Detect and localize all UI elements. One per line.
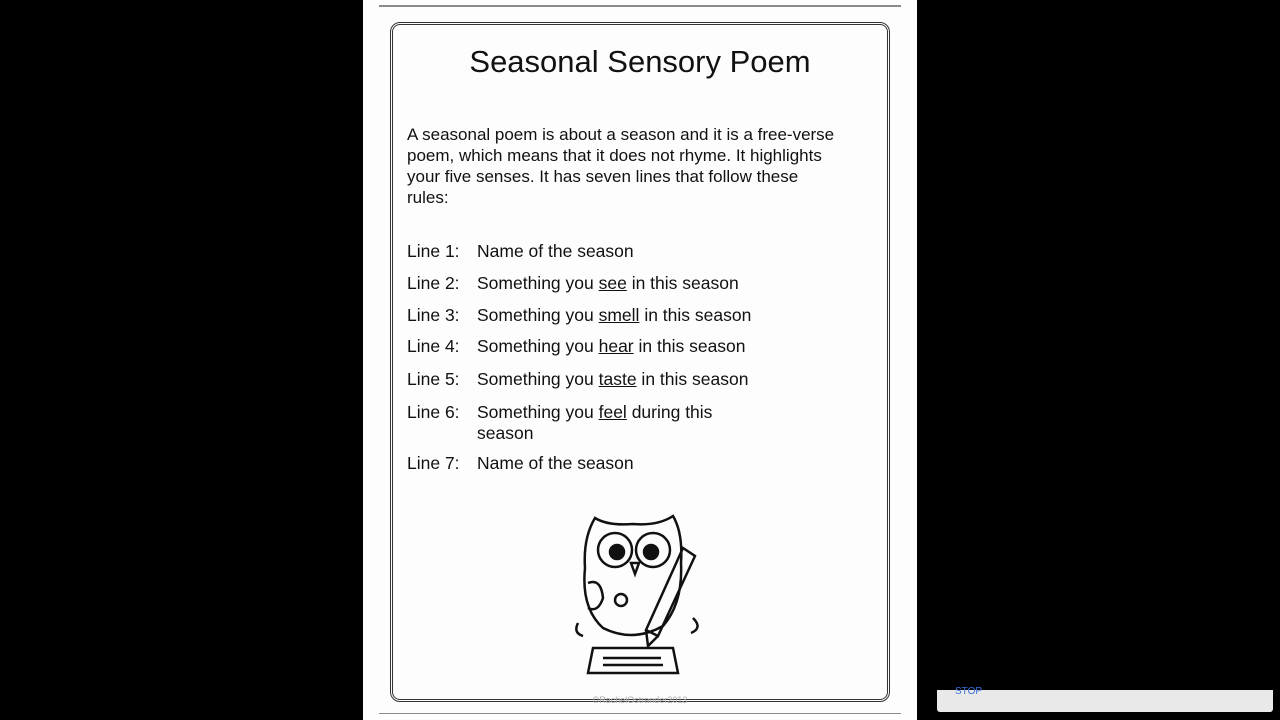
sense-word: taste (598, 369, 637, 389)
rule-text-pre: Something you (477, 273, 599, 293)
owl-writing-illustration (573, 508, 713, 678)
rule-label: Line 2: (407, 273, 460, 293)
sense-word: feel (598, 402, 627, 422)
overlay-panel (937, 686, 1273, 712)
rule-text-pre: Name of the season (477, 453, 634, 473)
rule-text (477, 305, 847, 326)
page-bottom-divider (379, 713, 901, 714)
rule-label: Line 4: (407, 336, 460, 356)
sense-word: smell (598, 305, 640, 325)
copyright-credit: ©RachelOstrander2013 (592, 695, 688, 705)
rule-text (477, 453, 847, 474)
rule-text (477, 402, 757, 444)
rule-label: Line 3: (407, 305, 460, 325)
rule-text-pre: Something you (477, 369, 599, 389)
rule-text (477, 369, 847, 390)
rule-text (477, 241, 847, 262)
rule-text-pre: Something you (477, 336, 599, 356)
rule-text-post: in this season (626, 273, 739, 293)
rule-label: Line 7: (407, 453, 460, 473)
rule-text-post: in this season (633, 336, 746, 356)
rule-label: Line 6: (407, 402, 460, 422)
rule-text (477, 336, 847, 357)
stop-button[interactable]: STOP (955, 686, 983, 697)
rule-text-post: in this season (636, 369, 749, 389)
sense-word: see (598, 273, 627, 293)
rule-text-pre: Name of the season (477, 241, 634, 261)
sense-word: hear (598, 336, 634, 356)
rule-text-pre: Something you (477, 402, 599, 422)
rule-text (477, 273, 847, 294)
rule-label: Line 5: (407, 369, 460, 389)
rule-text-pre: Something you (477, 305, 599, 325)
rule-text-post: during this season (477, 402, 713, 443)
worksheet-page (363, 0, 917, 720)
rule-label: Line 1: (407, 241, 460, 261)
rule-text-post: in this season (639, 305, 752, 325)
page-top-divider (379, 5, 901, 7)
intro-paragraph: A seasonal poem is about a season and it is a free-verse poem, which means that it does not rhyme. It highlights your five senses. It has seven lines that follow these rules: (407, 125, 835, 207)
page-title: Seasonal Sensory Poem (469, 44, 811, 79)
